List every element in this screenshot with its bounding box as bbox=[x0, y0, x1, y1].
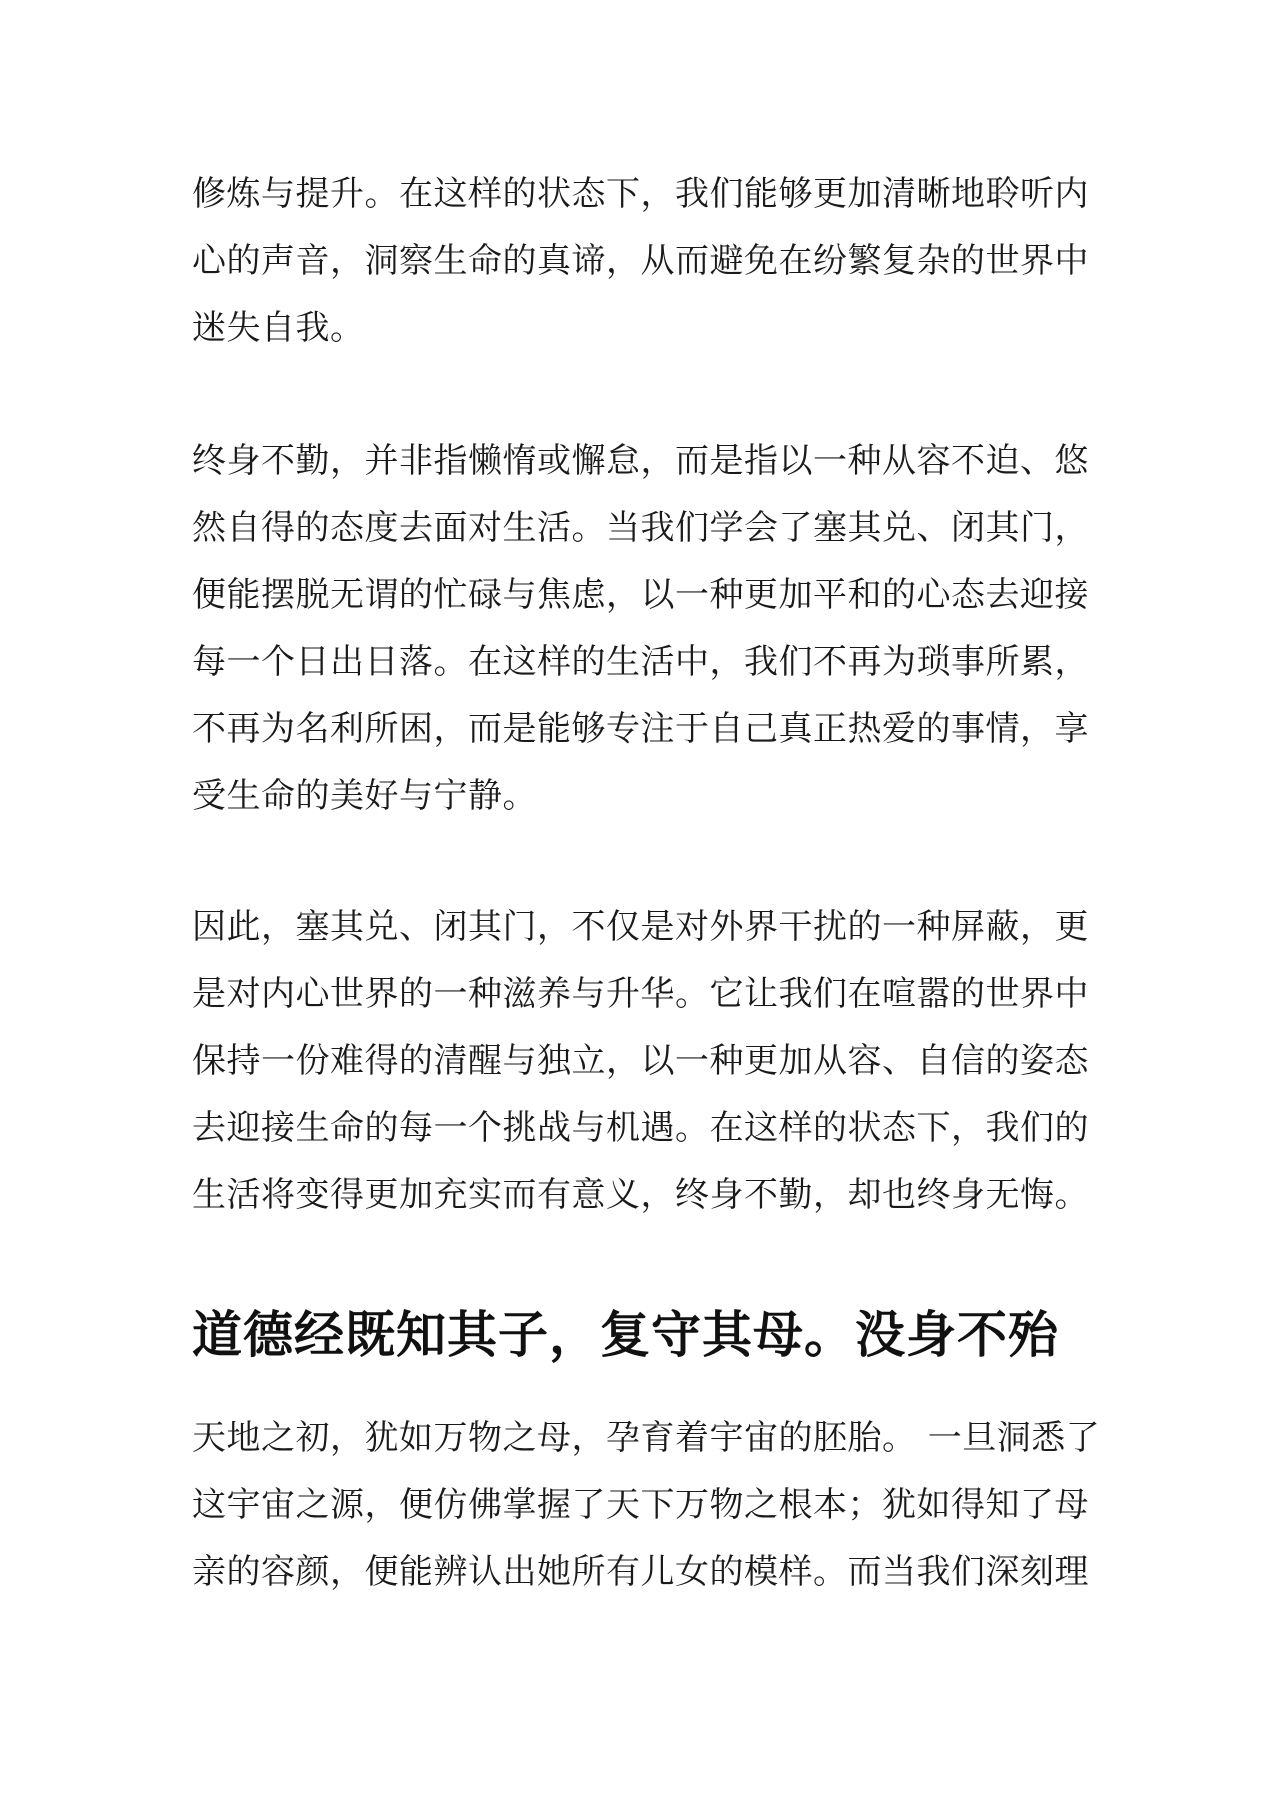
paragraph-line: 心的声音，洞察生命的真谛，从而避免在纷繁复杂的世界中 bbox=[192, 241, 1089, 281]
paragraph-line: 每一个日出日落。在这样的生活中，我们不再为琐事所累， bbox=[192, 642, 1089, 682]
paragraph-line: 迷失自我。 bbox=[192, 308, 365, 348]
paragraph-line: 生活将变得更加充实而有意义，终身不勤，却也终身无悔。 bbox=[192, 1175, 1089, 1215]
paragraph-line: 天地之初，犹如万物之母，孕育着宇宙的胚胎。 一旦洞悉了 bbox=[192, 1418, 1101, 1458]
section-heading: 道德经既知其子，复守其母。没身不殆 bbox=[192, 1306, 1059, 1364]
paragraph-line: 这宇宙之源，便仿佛掌握了天下万物之根本；犹如得知了母 bbox=[192, 1485, 1089, 1525]
paragraph-line: 去迎接生命的每一个挑战与机遇。在这样的状态下，我们的 bbox=[192, 1108, 1089, 1148]
paragraph-line: 保持一份难得的清醒与独立，以一种更加从容、自信的姿态 bbox=[192, 1041, 1089, 1081]
paragraph-line: 然自得的态度去面对生活。当我们学会了塞其兑、闭其门， bbox=[192, 508, 1089, 548]
paragraph-line: 是对内心世界的一种滋养与升华。它让我们在喧嚣的世界中 bbox=[192, 974, 1089, 1014]
paragraph-line: 终身不勤，并非指懒惰或懈怠，而是指以一种从容不迫、悠 bbox=[192, 441, 1089, 481]
paragraph-line: 亲的容颜，便能辨认出她所有儿女的模样。而当我们深刻理 bbox=[192, 1552, 1089, 1592]
paragraph-line: 因此，塞其兑、闭其门，不仅是对外界干扰的一种屏蔽，更 bbox=[192, 907, 1089, 947]
paragraph-line: 不再为名利所困，而是能够专注于自己真正热爱的事情，享 bbox=[192, 709, 1089, 749]
paragraph-line: 修炼与提升。在这样的状态下，我们能够更加清晰地聆听内 bbox=[192, 174, 1089, 214]
paragraph-line: 受生命的美好与宁静。 bbox=[192, 776, 537, 816]
paragraph-line: 便能摆脱无谓的忙碌与焦虑，以一种更加平和的心态去迎接 bbox=[192, 575, 1089, 615]
